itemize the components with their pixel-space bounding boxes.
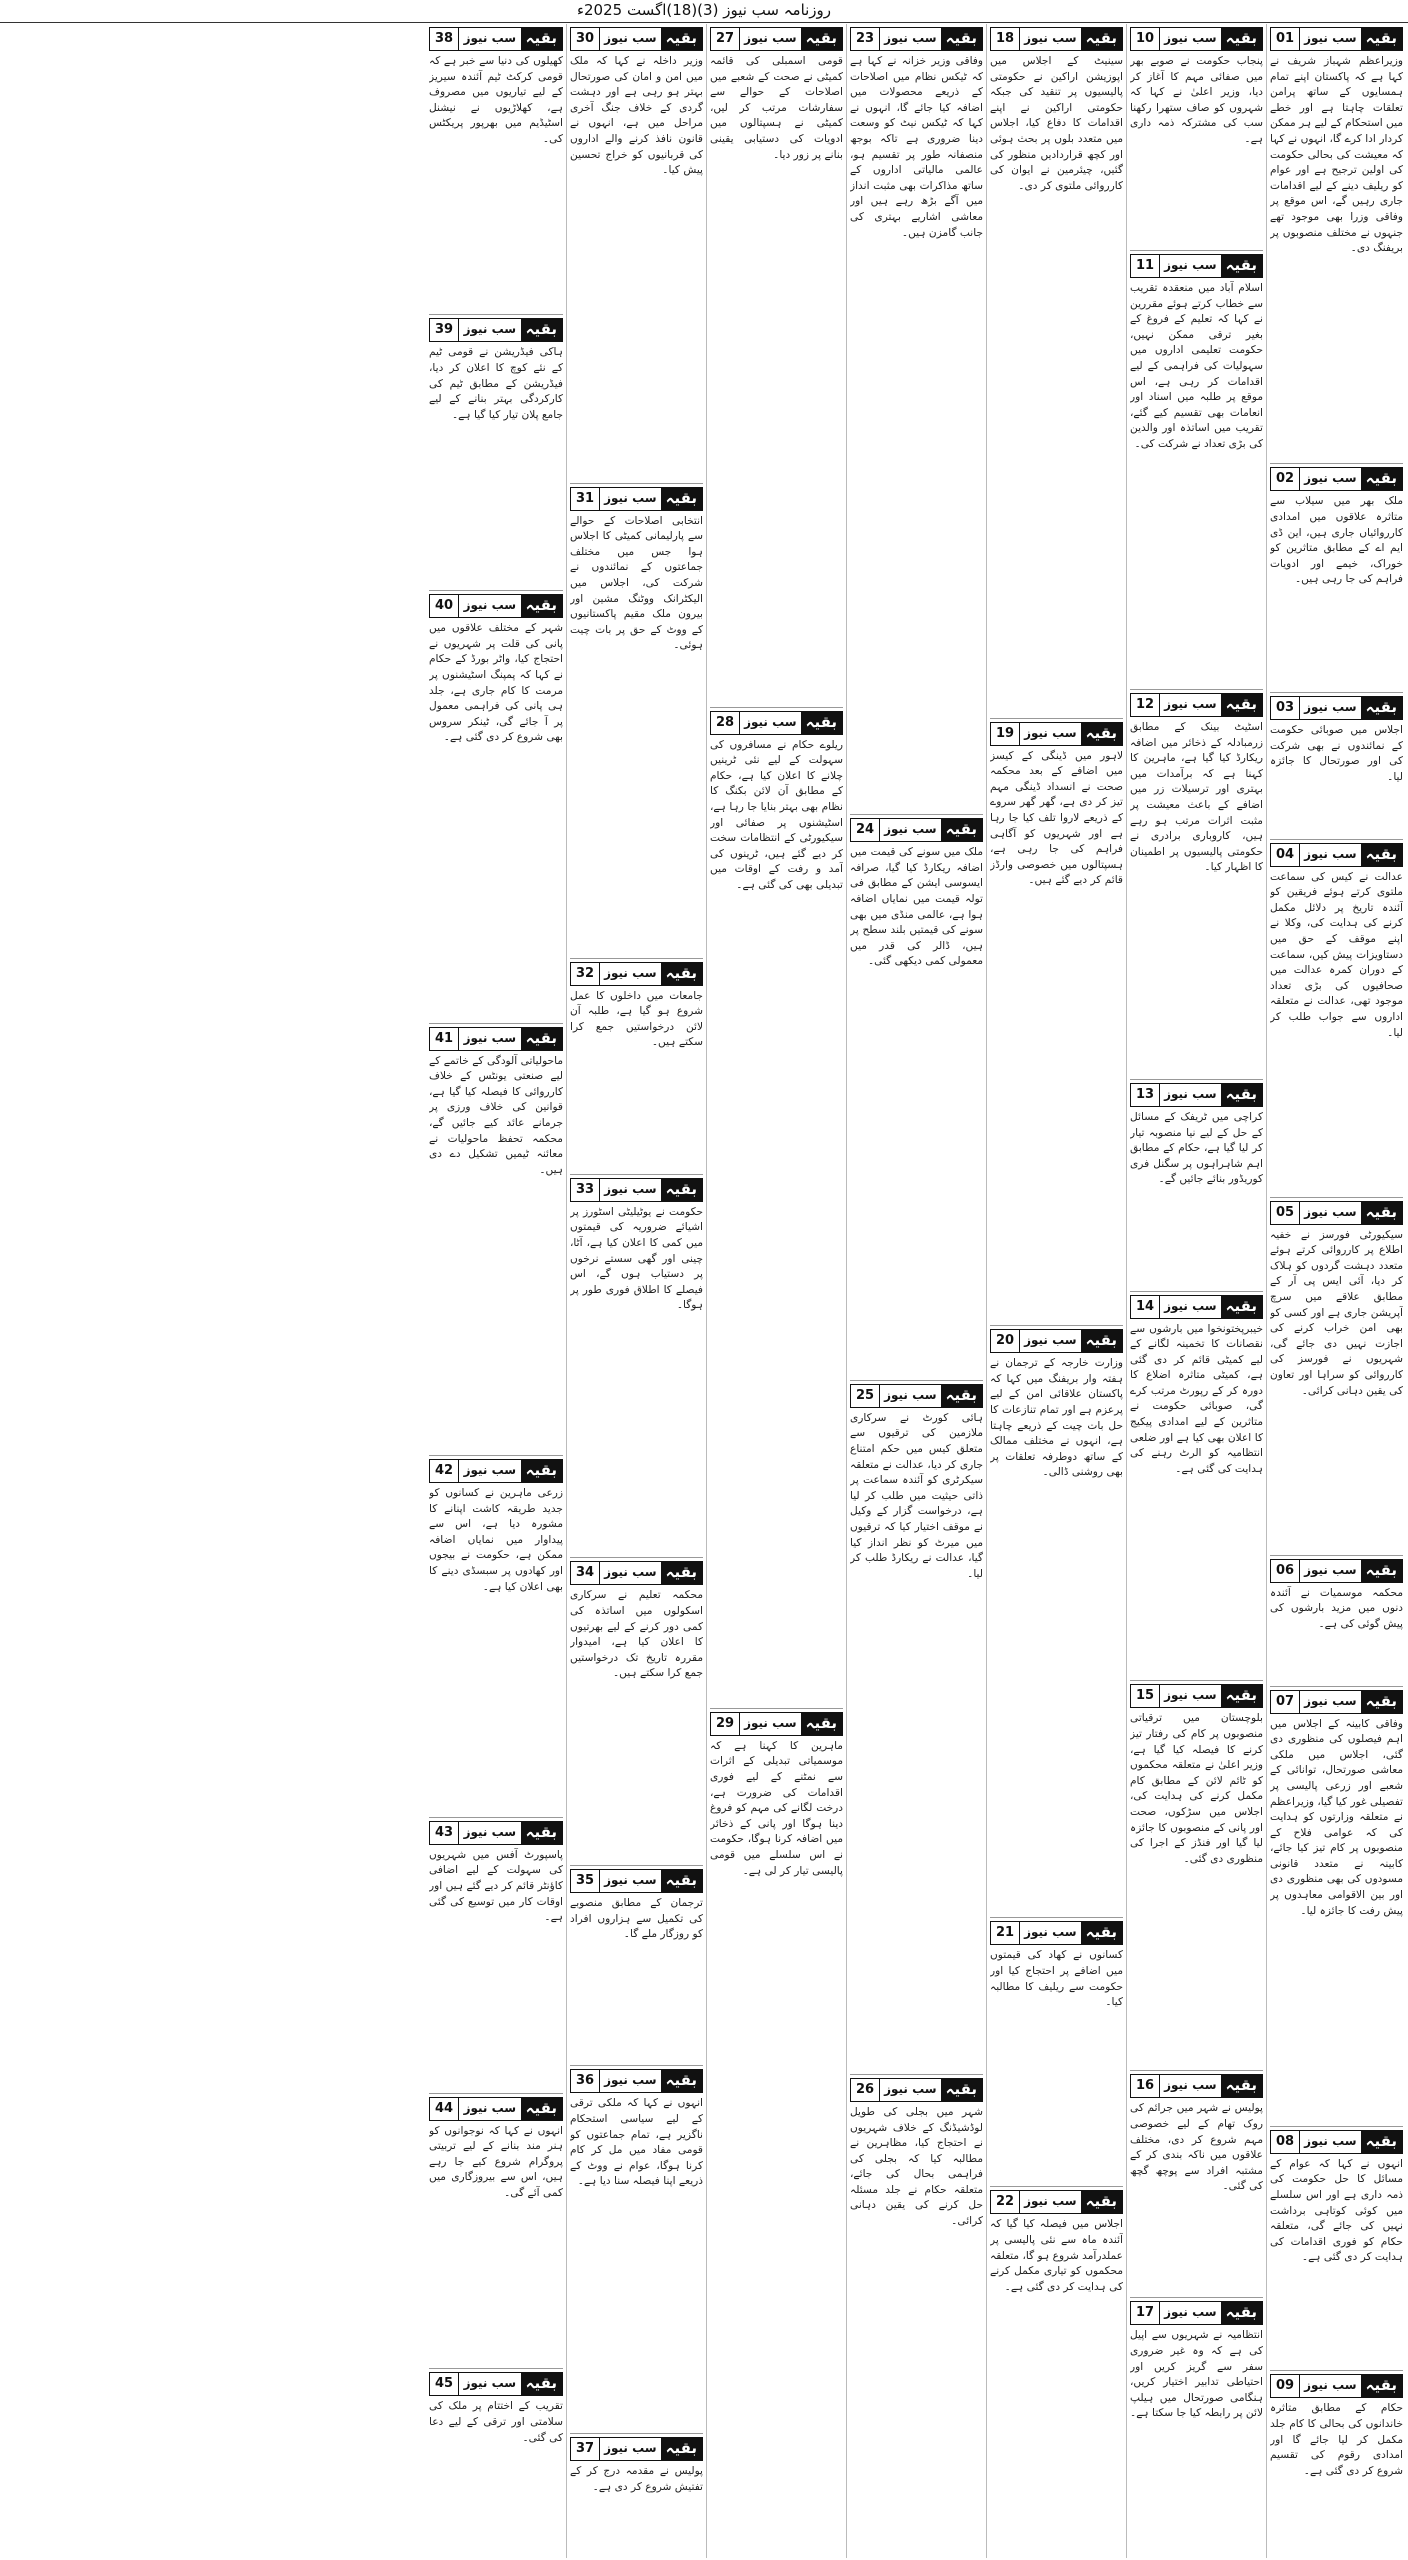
section-label: بقیہ xyxy=(941,2079,982,2101)
section-sub: سب نیوز xyxy=(1024,1333,1077,1348)
news-item xyxy=(429,591,563,1023)
section-label: بقیہ xyxy=(521,319,562,341)
section-label: بقیہ xyxy=(661,963,702,985)
news-item xyxy=(1270,693,1403,840)
item-number: 18 xyxy=(991,28,1020,50)
item-number: 28 xyxy=(711,712,740,734)
item-text: وفاقی کابینہ کے اجلاس میں اہم فیصلوں کی منظوری دی گئی، اجلاس میں ملکی معاشی صورتحال، توانائی کے شعبے اور زرعی پالیسی پر تفصیلی غور کیا گیا، وزیراعظم نے متعلقہ وزارتوں کو ہدایت کی کہ عوامی فلاح کے منصوبوں پر کام تیز کیا جائے، کابینہ نے متعدد قانونی مسودوں کی بھی منظوری دی اور بین الاقوامی معاہدوں پر پیش رفت کا جائزہ لیا۔ xyxy=(1270,1717,1403,2127)
continuation-header xyxy=(570,1869,703,1893)
item-number: 08 xyxy=(1271,2131,1300,2153)
continuation-header xyxy=(1270,1690,1403,1714)
item-text: کسانوں نے کھاد کی قیمتوں میں اضافے پر احتجاج کیا اور حکومت سے ریلیف کا مطالبہ کیا۔ xyxy=(990,1948,1123,2187)
news-item xyxy=(570,1175,703,1559)
continuation-header xyxy=(1270,1201,1403,1225)
section-label: بقیہ xyxy=(1081,1922,1122,1944)
item-text: ملک بھر میں سیلاب سے متاثرہ علاقوں میں امدادی کارروائیاں جاری ہیں، این ڈی ایم اے کے مطابق متاثرین کو خوراک، خیمے اور ادویات فراہم کی جا رہی ہیں۔ xyxy=(1270,494,1403,693)
continuation-header xyxy=(1270,467,1403,491)
news-item xyxy=(710,24,843,708)
item-number: 38 xyxy=(430,28,459,50)
item-number: 10 xyxy=(1131,28,1160,50)
item-number: 40 xyxy=(430,595,459,617)
item-text: ماحولیاتی آلودگی کے خاتمے کے لیے صنعتی یونٹس کے خلاف کارروائی کا فیصلہ کیا گیا ہے، قوانین کی خلاف ورزی پر جرمانے عائد کیے جائیں گے، محکمہ تحفظ ماحولیات نے معائنہ ٹیمیں تشکیل دے دی ہیں۔ xyxy=(429,1054,563,1456)
item-text: ملک میں سونے کی قیمت میں اضافہ ریکارڈ کیا گیا، صرافہ ایسوسی ایشن کے مطابق فی تولہ قیمت میں نمایاں اضافہ ہوا ہے، عالمی منڈی میں بھی سونے کی قیمتیں بلند سطح پر ہیں، ڈالر کی قدر میں معمولی کمی دیکھی گئی۔ xyxy=(850,845,983,1381)
news-item xyxy=(1270,24,1403,464)
section-sub: سب نیوز xyxy=(604,1181,657,1196)
section-label: بقیہ xyxy=(1221,2075,1262,2097)
news-item xyxy=(990,719,1123,1327)
section-sub: سب نیوز xyxy=(1304,1562,1357,1577)
item-text: وزارت خارجہ کے ترجمان نے ہفتہ وار بریفنگ میں کہا کہ پاکستان علاقائی امن کے لیے پرعزم ہے اور تمام تنازعات کا حل بات چیت کے ذریعے چاہتا ہے، انہوں نے مختلف ممالک کے ساتھ دوطرفہ تعلقات پر بھی روشنی ڈالی۔ xyxy=(990,1356,1123,1918)
news-item xyxy=(570,484,703,959)
item-text: وزیر داخلہ نے کہا کہ ملک میں امن و امان کی صورتحال بہتر ہو رہی ہے اور دہشت گردی کے خلاف جنگ آخری مراحل میں ہے، انہوں نے قانون نافذ کرنے والے اداروں کی قربانیوں کو خراج تحسین پیش کیا۔ xyxy=(570,54,703,484)
news-item xyxy=(1270,1198,1403,1556)
section-label: بقیہ xyxy=(1361,2131,1402,2153)
section-sub: سب نیوز xyxy=(1024,725,1077,740)
continuation-header xyxy=(570,962,703,986)
continuation-header xyxy=(570,1178,703,1202)
item-text: بلوچستان میں ترقیاتی منصوبوں پر کام کی رفتار تیز کرنے کا فیصلہ کیا گیا ہے، وزیر اعلیٰ نے متعلقہ محکموں کو ٹائم لائن کے مطابق کام مکمل کرنے کی ہدایت کی، اجلاس میں سڑکوں، صحت اور پانی کے منصوبوں کا جائزہ لیا گیا اور فنڈز کے اجرا کی منظوری دی گئی۔ xyxy=(1130,1711,1263,2071)
section-label: بقیہ xyxy=(1221,28,1262,50)
news-item xyxy=(570,2066,703,2434)
continuation-header xyxy=(1130,693,1263,717)
continuation-header xyxy=(990,2190,1123,2214)
item-number: 27 xyxy=(711,28,740,50)
item-text: کراچی میں ٹریفک کے مسائل کے حل کے لیے نیا منصوبہ تیار کر لیا گیا ہے، حکام کے مطابق اہم شاہراہوں پر سگنل فری کوریڈور بنائے جائیں گے۔ xyxy=(1130,1110,1263,1291)
section-label: بقیہ xyxy=(661,2438,702,2460)
continuation-header xyxy=(429,2372,563,2396)
section-sub: سب نیوز xyxy=(463,2100,517,2115)
continuation-header xyxy=(1130,27,1263,51)
continuation-header xyxy=(1130,1083,1263,1107)
news-item xyxy=(1130,251,1263,690)
continuation-header xyxy=(990,1921,1123,1945)
item-number: 01 xyxy=(1271,28,1300,50)
continuation-header xyxy=(570,2069,703,2093)
item-text: پاسپورٹ آفس میں شہریوں کی سہولت کے لیے اضافی کاؤنٹر قائم کر دیے گئے ہیں اور اوقات کار میں توسیع کی گئی ہے۔ xyxy=(429,1848,563,2094)
item-number: 39 xyxy=(430,319,459,341)
news-column xyxy=(986,24,1126,2558)
item-text: پولیس نے شہر میں جرائم کی روک تھام کے لیے خصوصی مہم شروع کر دی، مختلف علاقوں میں ناکہ بندی کر کے مشتبہ افراد سے پوچھ گچھ کی گئی۔ xyxy=(1130,2101,1263,2298)
section-label: بقیہ xyxy=(521,2098,562,2120)
item-number: 12 xyxy=(1131,694,1160,716)
news-item xyxy=(850,24,983,815)
section-sub: سب نیوز xyxy=(744,714,797,729)
item-number: 03 xyxy=(1271,697,1300,719)
item-number: 34 xyxy=(571,1562,600,1584)
section-label: بقیہ xyxy=(1361,1560,1402,1582)
news-item xyxy=(1270,1556,1403,1687)
section-label: بقیہ xyxy=(1081,2191,1122,2213)
section-sub: سب نیوز xyxy=(1164,1087,1217,1102)
news-item xyxy=(1270,1687,1403,2127)
item-text: ہائی کورٹ نے سرکاری ملازمین کی ترقیوں سے متعلق کیس میں حکم امتناع جاری کر دیا، عدالت نے متعلقہ سیکرٹری کو آئندہ سماعت پر ذاتی حیثیت میں طلب کر لیا ہے، درخواست گزار کے وکیل نے موقف اختیار کیا کہ ترقیوں میں میرٹ کو نظر انداز کیا گیا، عدالت نے ریکارڈ طلب کر لیا۔ xyxy=(850,1411,983,2075)
section-label: بقیہ xyxy=(661,1562,702,1584)
section-label: بقیہ xyxy=(1361,2375,1402,2397)
item-number: 02 xyxy=(1271,468,1300,490)
item-text: انہوں نے کہا کہ ملکی ترقی کے لیے سیاسی استحکام ناگزیر ہے، تمام جماعتوں کو قومی مفاد میں مل کر کام کرنا ہوگا، عوام نے ووٹ کے ذریعے اپنا فیصلہ سنا دیا ہے۔ xyxy=(570,2096,703,2434)
item-number: 04 xyxy=(1271,844,1300,866)
news-item xyxy=(990,1326,1123,1918)
section-sub: سب نیوز xyxy=(463,2376,517,2391)
section-sub: سب نیوز xyxy=(1164,258,1217,273)
continuation-header xyxy=(1270,27,1403,51)
item-text: پولیس نے مقدمہ درج کر کے تفتیش شروع کر دی ہے۔ xyxy=(570,2465,703,2494)
section-label: بقیہ xyxy=(1221,1084,1262,1106)
continuation-header xyxy=(1270,696,1403,720)
section-sub: سب نیوز xyxy=(744,1715,797,1730)
item-number: 44 xyxy=(430,2098,459,2120)
continuation-header xyxy=(710,711,843,735)
continuation-header xyxy=(429,2097,563,2121)
continuation-header xyxy=(429,318,563,342)
section-sub: سب نیوز xyxy=(1304,2133,1357,2148)
section-label: بقیہ xyxy=(801,28,842,50)
continuation-header xyxy=(1270,843,1403,867)
item-text: وفاقی وزیر خزانہ نے کہا ہے کہ ٹیکس نظام میں اصلاحات کے ذریعے محصولات میں اضافہ کیا جائے گا، انہوں نے کہا کہ ٹیکس نیٹ کو وسعت دینا ضروری ہے تاکہ بوجھ منصفانہ طور پر تقسیم ہو، عالمی مالیاتی اداروں کے ساتھ مذاکرات بھی مثبت انداز میں آگے بڑھ رہے ہیں اور معاشی اشاریے بہتری کی جانب گامزن ہیں۔ xyxy=(850,54,983,815)
item-number: 17 xyxy=(1131,2302,1160,2324)
continuation-header xyxy=(710,1712,843,1736)
item-text: محکمہ تعلیم نے سرکاری اسکولوں میں اساتذہ کی کمی دور کرنے کے لیے بھرتیوں کا اعلان کیا ہے، امیدوار مقررہ تاریخ تک درخواستیں جمع کرا سکتے ہیں۔ xyxy=(570,1588,703,1866)
continuation-header xyxy=(1130,1684,1263,1708)
item-text: حکام کے مطابق متاثرہ خاندانوں کی بحالی کا کام جلد مکمل کر لیا جائے گا اور امدادی رقوم کی تقسیم شروع کر دی گئی ہے۔ xyxy=(1270,2402,1403,2477)
item-text: وزیراعظم شہباز شریف نے کہا ہے کہ پاکستان اپنے تمام ہمسایوں کے ساتھ پرامن تعلقات چاہتا ہے اور خطے میں استحکام کے لیے ہر ممکن کردار ادا کرے گا، انہوں نے کہا کہ معیشت کی بحالی حکومت کی اولین ترجیح ہے اور عوام کو ریلیف دینے کے لیے اقدامات جاری رہیں گے، اس موقع پر وفاقی وزرا بھی موجود تھے جنہوں نے مختلف منصوبوں پر بریفنگ دی۔ xyxy=(1270,54,1403,464)
news-item xyxy=(990,1918,1123,2187)
item-number: 23 xyxy=(851,28,880,50)
news-item xyxy=(570,1866,703,2067)
continuation-header xyxy=(1130,254,1263,278)
section-sub: سب نیوز xyxy=(1304,471,1357,486)
item-number: 22 xyxy=(991,2191,1020,2213)
section-label: بقیہ xyxy=(1221,2302,1262,2324)
continuation-header xyxy=(1270,2130,1403,2154)
section-sub: سب نیوز xyxy=(604,490,657,505)
news-column xyxy=(846,24,986,2558)
item-text: لاہور میں ڈینگی کے کیسز میں اضافے کے بعد محکمہ صحت نے انسداد ڈینگی مہم تیز کر دی ہے، گھر گھر سروے کے ذریعے لاروا تلف کیا جا رہا ہے اور شہریوں کو آگاہی فراہم کی جا رہی ہے، ہسپتالوں میں خصوصی وارڈز قائم کر دیے گئے ہیں۔ xyxy=(990,749,1123,1327)
section-sub: سب نیوز xyxy=(1164,2078,1217,2093)
section-sub: سب نیوز xyxy=(884,1387,937,1402)
section-sub: سب نیوز xyxy=(604,1565,657,1580)
news-column xyxy=(1266,24,1406,2558)
section-sub: سب نیوز xyxy=(1164,31,1217,45)
section-label: بقیہ xyxy=(521,1460,562,1482)
item-text: جامعات میں داخلوں کا عمل شروع ہو گیا ہے، طلبہ آن لائن درخواستیں جمع کرا سکتے ہیں۔ xyxy=(570,989,703,1175)
item-text: اسلام آباد میں منعقدہ تقریب سے خطاب کرتے ہوئے مقررین نے کہا کہ تعلیم کے فروغ کے بغیر ترقی ممکن نہیں، حکومت تعلیمی اداروں میں سہولیات کی فراہمی کے لیے اقدامات کر رہی ہے، اس موقع پر طلبہ میں اسناد اور انعامات بھی تقسیم کیے گئے، تقریب میں اساتذہ اور والدین کی بڑی تعداد نے شرکت کی۔ xyxy=(1130,281,1263,690)
item-text: اسٹیٹ بینک کے مطابق زرمبادلہ کے ذخائر میں اضافہ ریکارڈ کیا گیا ہے، ماہرین کا کہنا ہے کہ برآمدات میں بہتری اور ترسیلات زر میں اضافے کے باعث معیشت پر مثبت اثرات مرتب ہو رہے ہیں، کاروباری برادری نے حکومتی پالیسیوں پر اطمینان کا اظہار کیا۔ xyxy=(1130,720,1263,1080)
news-item xyxy=(429,1456,563,1818)
item-number: 36 xyxy=(571,2070,600,2092)
section-sub: سب نیوز xyxy=(1164,2305,1217,2320)
item-text: شہر کے مختلف علاقوں میں پانی کی قلت پر شہریوں نے احتجاج کیا، واٹر بورڈ کے حکام نے کہا کہ پمپنگ اسٹیشنوں پر مرمت کا کام جاری ہے، جلد ہی پانی کی فراہمی معمول پر آ جائے گی، ٹینکر سروس بھی شروع کر دی گئی ہے۔ xyxy=(429,621,563,1023)
section-sub: سب نیوز xyxy=(604,2441,657,2456)
news-item xyxy=(429,1024,563,1456)
item-number: 13 xyxy=(1131,1084,1160,1106)
section-label: بقیہ xyxy=(661,1870,702,1892)
section-sub: سب نیوز xyxy=(1024,31,1077,45)
item-number: 19 xyxy=(991,723,1020,745)
continuation-header xyxy=(850,2078,983,2102)
section-sub: سب نیوز xyxy=(884,31,937,45)
section-label: بقیہ xyxy=(521,595,562,617)
section-sub: سب نیوز xyxy=(1304,2378,1357,2393)
news-item xyxy=(1130,1080,1263,1291)
news-item xyxy=(1270,2127,1403,2371)
continuation-header xyxy=(429,1821,563,1845)
news-item xyxy=(429,2369,563,2558)
section-label: بقیہ xyxy=(1221,255,1262,277)
news-item xyxy=(429,1818,563,2094)
item-number: 24 xyxy=(851,819,880,841)
continuation-header xyxy=(570,2437,703,2461)
item-number: 20 xyxy=(991,1330,1020,1352)
item-text: کھیلوں کی دنیا سے خبر ہے کہ قومی کرکٹ ٹیم آئندہ سیریز کے لیے تیاریوں میں مصروف ہے، کھلاڑیوں نے نیشنل اسٹیڈیم میں بھرپور پریکٹس کی۔ xyxy=(429,54,563,315)
item-text: ماہرین کا کہنا ہے کہ موسمیاتی تبدیلی کے اثرات سے نمٹنے کے لیے فوری اقدامات کی ضرورت ہے، درخت لگانے کی مہم کو فروغ دینا ہوگا اور پانی کے ذخائر میں اضافہ کرنا ہوگا، حکومت نے اس سلسلے میں قومی پالیسی تیار کر لی ہے۔ xyxy=(710,1739,843,1877)
section-sub: سب نیوز xyxy=(884,2081,937,2096)
section-sub: سب نیوز xyxy=(1024,2194,1077,2209)
section-sub: سب نیوز xyxy=(604,1872,657,1887)
continuation-header xyxy=(990,1329,1123,1353)
item-text: ترجمان کے مطابق منصوبے کی تکمیل سے ہزاروں افراد کو روزگار ملے گا۔ xyxy=(570,1896,703,2067)
section-label: بقیہ xyxy=(521,28,562,50)
item-text: قومی اسمبلی کی قائمہ کمیٹی نے صحت کے شعبے میں اصلاحات کے حوالے سے سفارشات مرتب کر لیں، کمیٹی نے ہسپتالوں میں ادویات کی دستیابی یقینی بنانے پر زور دیا۔ xyxy=(710,54,843,708)
section-label: بقیہ xyxy=(661,2070,702,2092)
continuation-header xyxy=(429,1027,563,1051)
continuation-header xyxy=(990,722,1123,746)
item-number: 16 xyxy=(1131,2075,1160,2097)
section-label: بقیہ xyxy=(521,1028,562,1050)
news-item xyxy=(570,2434,703,2558)
newspaper-page xyxy=(2,24,1406,2558)
news-item xyxy=(710,1709,843,2558)
item-text: سیکیورٹی فورسز نے خفیہ اطلاع پر کارروائی کرتے ہوئے متعدد دہشت گردوں کو ہلاک کر دیا، آئی ایس پی آر کے مطابق علاقے میں سرچ آپریشن جاری ہے اور کسی کو بھی امن خراب کرنے کی اجازت نہیں دی جائے گی، شہریوں نے فورسز کی کارروائی کو سراہا اور تعاون کی یقین دہانی کرائی۔ xyxy=(1270,1228,1403,1556)
news-item xyxy=(710,708,843,1709)
continuation-header xyxy=(570,27,703,51)
item-text: ریلوے حکام نے مسافروں کی سہولت کے لیے نئی ٹرینیں چلانے کا اعلان کیا ہے، حکام کے مطابق آن لائن بکنگ کا نظام بھی بہتر بنایا جا رہا ہے، اسٹیشنوں پر صفائی اور سیکیورٹی کے انتظامات سخت کر دیے گئے ہیں، ٹرینوں کی آمد و رفت کے اوقات میں تبدیلی بھی کی گئی ہے۔ xyxy=(710,738,843,1709)
item-text: شہر میں بجلی کی طویل لوڈشیڈنگ کے خلاف شہریوں نے احتجاج کیا، مظاہرین نے مطالبہ کیا کہ بجلی کی فراہمی بحال کی جائے، متعلقہ حکام نے جلد مسئلہ حل کرنے کی یقین دہانی کرائی۔ xyxy=(850,2105,983,2228)
news-item xyxy=(1270,464,1403,693)
item-number: 25 xyxy=(851,1385,880,1407)
item-number: 09 xyxy=(1271,2375,1300,2397)
section-label: بقیہ xyxy=(1081,28,1122,50)
section-sub: سب نیوز xyxy=(1304,1204,1357,1219)
section-sub: سب نیوز xyxy=(1164,1298,1217,1313)
item-number: 07 xyxy=(1271,1691,1300,1713)
item-text: عدالت نے کیس کی سماعت ملتوی کرتے ہوئے فریقین کو آئندہ تاریخ پر دلائل مکمل کرنے کی ہدایت کی، وکلا نے اپنے موقف کے حق میں دستاویزات پیش کیں، سماعت کے دوران کمرہ عدالت میں صحافیوں کی بڑی تعداد موجود تھی، عدالت نے متعلقہ اداروں سے جواب طلب کر لیا۔ xyxy=(1270,870,1403,1198)
section-label: بقیہ xyxy=(521,1822,562,1844)
item-number: 29 xyxy=(711,1713,740,1735)
news-item xyxy=(1130,2298,1263,2558)
news-item xyxy=(1270,840,1403,1198)
continuation-header xyxy=(1270,2374,1403,2398)
news-item xyxy=(429,24,563,315)
item-number: 30 xyxy=(571,28,600,50)
continuation-header xyxy=(429,1459,563,1483)
section-sub: سب نیوز xyxy=(1304,31,1357,45)
news-item xyxy=(429,2094,563,2370)
continuation-header xyxy=(429,594,563,618)
item-number: 45 xyxy=(430,2373,459,2395)
section-label: بقیہ xyxy=(1221,1685,1262,1707)
masthead: روزنامہ سب نیوز (3)(18)اگست 2025ء xyxy=(0,0,1408,23)
item-number: 43 xyxy=(430,1822,459,1844)
section-label: بقیہ xyxy=(941,28,982,50)
news-item xyxy=(990,24,1123,719)
section-sub: سب نیوز xyxy=(1164,697,1217,712)
item-number: 15 xyxy=(1131,1685,1160,1707)
continuation-header xyxy=(1270,1559,1403,1583)
news-item xyxy=(429,315,563,591)
news-item xyxy=(850,1381,983,2075)
continuation-header xyxy=(570,1561,703,1585)
section-label: بقیہ xyxy=(1361,1691,1402,1713)
section-label: بقیہ xyxy=(661,28,702,50)
news-item xyxy=(570,24,703,484)
news-item xyxy=(570,959,703,1175)
section-label: بقیہ xyxy=(661,488,702,510)
item-text: حکومت نے یوٹیلیٹی اسٹورز پر اشیائے ضروریہ کی قیمتوں میں کمی کا اعلان کیا ہے، آٹا، چینی اور گھی سستے نرخوں پر دستیاب ہوں گے، اس فیصلے کا اطلاق فوری طور پر ہوگا۔ xyxy=(570,1205,703,1559)
section-label: بقیہ xyxy=(941,1385,982,1407)
item-text: ہاکی فیڈریشن نے قومی ٹیم کے نئے کوچ کا اعلان کر دیا، فیڈریشن کے مطابق ٹیم کی کارکردگی بہتر بنانے کے لیے جامع پلان تیار کیا گیا ہے۔ xyxy=(429,345,563,591)
section-sub: سب نیوز xyxy=(604,965,657,980)
news-item xyxy=(990,2187,1123,2558)
item-text: زرعی ماہرین نے کسانوں کو جدید طریقہ کاشت اپنانے کا مشورہ دیا ہے، اس سے پیداوار میں نمایاں اضافہ ممکن ہے، حکومت نے بیجوں اور کھادوں پر سبسڈی دینے کا بھی اعلان کیا ہے۔ xyxy=(429,1486,563,1818)
section-sub: سب نیوز xyxy=(884,822,937,837)
continuation-header xyxy=(710,27,843,51)
news-column xyxy=(566,24,706,2558)
section-label: بقیہ xyxy=(941,819,982,841)
item-text: انہوں نے کہا کہ نوجوانوں کو ہنر مند بنانے کے لیے تربیتی پروگرام شروع کیے جا رہے ہیں، اس سے بیروزگاری میں کمی آئے گی۔ xyxy=(429,2124,563,2370)
news-item xyxy=(850,815,983,1381)
section-sub: سب نیوز xyxy=(463,1030,517,1045)
continuation-header xyxy=(850,27,983,51)
section-label: بقیہ xyxy=(1221,694,1262,716)
news-item xyxy=(1270,2371,1403,2558)
section-sub: سب نیوز xyxy=(463,322,517,337)
section-label: بقیہ xyxy=(1361,844,1402,866)
section-sub: سب نیوز xyxy=(1304,846,1357,861)
item-number: 11 xyxy=(1131,255,1160,277)
section-sub: سب نیوز xyxy=(1304,700,1357,715)
item-number: 06 xyxy=(1271,1560,1300,1582)
item-number: 26 xyxy=(851,2079,880,2101)
item-text: انتظامیہ نے شہریوں سے اپیل کی ہے کہ وہ غیر ضروری سفر سے گریز کریں اور احتیاطی تدابیر اختیار کریں، ہنگامی صورتحال میں ہیلپ لائن پر رابطہ کیا جا سکتا ہے۔ xyxy=(1130,2329,1263,2420)
section-label: بقیہ xyxy=(1221,1296,1262,1318)
section-label: بقیہ xyxy=(801,1713,842,1735)
section-label: بقیہ xyxy=(521,2373,562,2395)
section-sub: سب نیوز xyxy=(604,2073,657,2088)
item-number: 42 xyxy=(430,1460,459,1482)
section-sub: سب نیوز xyxy=(463,1824,517,1839)
item-text: محکمہ موسمیات نے آئندہ دنوں میں مزید بارشوں کی پیش گوئی کی ہے۔ xyxy=(1270,1586,1403,1687)
item-text: تقریب کے اختتام پر ملک کی سلامتی اور ترقی کے لیے دعا کی گئی۔ xyxy=(429,2400,563,2444)
news-column xyxy=(706,24,846,2558)
section-sub: سب نیوز xyxy=(604,31,657,45)
section-label: بقیہ xyxy=(661,1179,702,1201)
section-sub: سب نیوز xyxy=(463,598,517,613)
continuation-header xyxy=(1130,2301,1263,2325)
item-text: اجلاس میں صوبائی حکومت کے نمائندوں نے بھی شرکت کی اور صورتحال کا جائزہ لیا۔ xyxy=(1270,723,1403,840)
section-label: بقیہ xyxy=(1081,723,1122,745)
continuation-header xyxy=(850,818,983,842)
continuation-header xyxy=(990,27,1123,51)
item-text: خیبرپختونخوا میں بارشوں سے نقصانات کا تخمینہ لگانے کے لیے کمیٹی قائم کر دی گئی ہے، کمیٹی متاثرہ اضلاع کا دورہ کر کے رپورٹ مرتب کرے گی، صوبائی حکومت نے متاثرین کے لیے امدادی پیکیج کا اعلان بھی کیا ہے اور ضلعی انتظامیہ کو الرٹ رہنے کی ہدایت کی گئی ہے۔ xyxy=(1130,1322,1263,1682)
item-number: 32 xyxy=(571,963,600,985)
item-number: 05 xyxy=(1271,1202,1300,1224)
news-item xyxy=(1130,690,1263,1080)
news-item xyxy=(1130,1292,1263,1682)
continuation-header xyxy=(570,487,703,511)
section-label: بقیہ xyxy=(1361,1202,1402,1224)
news-item xyxy=(1130,24,1263,251)
continuation-header xyxy=(1130,2074,1263,2098)
news-column xyxy=(1126,24,1266,2558)
news-item xyxy=(850,2075,983,2558)
item-text: انتخابی اصلاحات کے حوالے سے پارلیمانی کمیٹی کا اجلاس ہوا جس میں مختلف جماعتوں کے نمائندوں نے شرکت کی، اجلاس میں الیکٹرانک ووٹنگ مشین اور بیرون ملک مقیم پاکستانیوں کے ووٹ کے حق پر بات چیت ہوئی۔ xyxy=(570,514,703,959)
section-label: بقیہ xyxy=(801,712,842,734)
item-text: پنجاب حکومت نے صوبے بھر میں صفائی مہم کا آغاز کر دیا، وزیر اعلیٰ نے کہا کہ شہروں کو صاف ستھرا رکھنا سب کی مشترکہ ذمہ داری ہے۔ xyxy=(1130,54,1263,251)
item-number: 33 xyxy=(571,1179,600,1201)
news-item xyxy=(1130,1681,1263,2071)
item-number: 35 xyxy=(571,1870,600,1892)
section-label: بقیہ xyxy=(1081,1330,1122,1352)
section-label: بقیہ xyxy=(1361,468,1402,490)
section-sub: سب نیوز xyxy=(463,31,517,45)
section-sub: سب نیوز xyxy=(1304,1693,1357,1708)
item-text: اجلاس میں فیصلہ کیا گیا کہ آئندہ ماہ سے نئی پالیسی پر عملدرآمد شروع ہو گا، متعلقہ محکموں کو تیاری مکمل کرنے کی ہدایت کر دی گئی ہے۔ xyxy=(990,2218,1123,2293)
item-number: 31 xyxy=(571,488,600,510)
continuation-header xyxy=(429,27,563,51)
news-item xyxy=(1130,2071,1263,2298)
section-label: بقیہ xyxy=(1361,697,1402,719)
section-label: بقیہ xyxy=(1361,28,1402,50)
section-sub: سب نیوز xyxy=(1024,1925,1077,1940)
news-column xyxy=(426,24,566,2558)
item-number: 41 xyxy=(430,1028,459,1050)
continuation-header xyxy=(1130,1295,1263,1319)
section-sub: سب نیوز xyxy=(744,31,797,45)
item-text: انہوں نے کہا کہ عوام کے مسائل کا حل حکومت کی ذمہ داری ہے اور اس سلسلے میں کوئی کوتاہی برداشت نہیں کی جائے گی، متعلقہ حکام کو فوری اقدامات کی ہدایت کر دی گئی ہے۔ xyxy=(1270,2157,1403,2371)
section-sub: سب نیوز xyxy=(1164,1688,1217,1703)
section-sub: سب نیوز xyxy=(463,1462,517,1477)
item-number: 37 xyxy=(571,2438,600,2460)
item-number: 21 xyxy=(991,1922,1020,1944)
news-item xyxy=(570,1558,703,1866)
continuation-header xyxy=(850,1384,983,1408)
item-text: سینیٹ کے اجلاس میں اپوزیشن اراکین نے حکومتی پالیسیوں پر تنقید کی جبکہ حکومتی اراکین نے اپنے اقدامات کا دفاع کیا، اجلاس میں متعدد بلوں پر بحث ہوئی اور کچھ قراردادیں منظور کی گئیں، چیئرمین نے ایوان کی کارروائی ملتوی کر دی۔ xyxy=(990,54,1123,719)
item-number: 14 xyxy=(1131,1296,1160,1318)
